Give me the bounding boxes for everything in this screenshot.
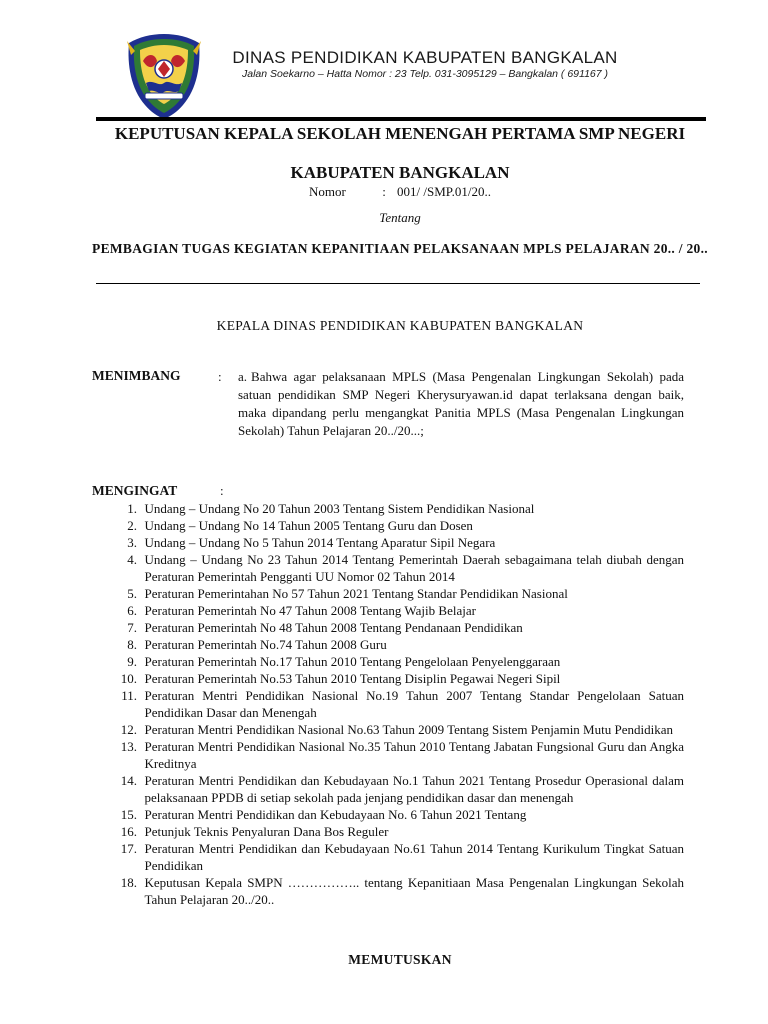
list-item-text: Peraturan Mentri Pendidikan Nasional No.63 Tahun 2009 Tentang Sistem Penjamin Mutu Pendidikan (144, 722, 673, 737)
list-item-text: Undang – Undang No 23 Tahun 2014 Tentang Pemerintah Daerah sebagaimana telah diubah dengan Peraturan Pemerintah Pengganti UU Nomor 02 Tahun 2014 (144, 552, 684, 584)
list-item-text: Undang – Undang No 5 Tahun 2014 Tentang Aparatur Sipil Negara (144, 535, 496, 550)
mengingat-colon: : (220, 483, 224, 498)
list-item-text: Peraturan Pemerintah No 48 Tahun 2008 Tentang Pendanaan Pendidikan (144, 620, 523, 635)
list-item (92, 772, 684, 806)
list-item (92, 517, 684, 534)
regency-crest-icon (121, 31, 207, 121)
list-item (92, 806, 684, 823)
list-item-text: Peraturan Mentri Pendidikan Nasional No.35 Tahun 2010 Tentang Jabatan Fungsional Guru dan Angka Kreditnya (144, 739, 684, 771)
nomor-value: 001/ /SMP.01/20.. (397, 184, 491, 199)
list-item (92, 500, 684, 517)
list-item-number: 14. (120, 773, 137, 788)
list-item (92, 602, 684, 619)
list-item-text: Undang – Undang No 14 Tahun 2005 Tentang Guru dan Dosen (144, 518, 473, 533)
list-item-number: 8. (127, 637, 137, 652)
list-item-text: Peraturan Pemerintah No.74 Tahun 2008 Guru (144, 637, 387, 652)
list-item-text: Peraturan Mentri Pendidikan dan Kebudayaan No.1 Tahun 2021 Tentang Prosedur Operasional dalam pelaksanaan PPDB di setiap sekolah pada jenjang pendidikan dasar dan menengah (144, 773, 684, 805)
list-item-number: 13. (120, 739, 137, 754)
list-item-number: 2. (127, 518, 137, 533)
list-item-number: 3. (127, 535, 137, 550)
tentang-label: Tentang (379, 210, 421, 225)
list-item-number: 10. (120, 671, 137, 686)
list-item-number: 1. (127, 501, 137, 516)
document-title: KEPUTUSAN KEPALA SEKOLAH MENENGAH PERTAMA SMP NEGERI (114, 124, 686, 143)
list-item-number: 7. (127, 620, 137, 635)
subject-heading: PEMBAGIAN TUGAS KEGIATAN KEPANITIAAN PELAKSANAAN MPLS PELAJARAN 20.. / 20.. (92, 241, 708, 256)
mengingat-list (92, 500, 684, 908)
menimbang-prefix: a. (238, 369, 248, 384)
list-item-number: 15. (120, 807, 137, 822)
list-item-number: 16. (120, 824, 137, 839)
list-item-text: Peraturan Pemerintahan No 57 Tahun 2021 Tentang Standar Pendidikan Nasional (144, 586, 568, 601)
list-item-number: 9. (127, 654, 137, 669)
agency-address: Jalan Soekarno – Hatta Nomor : 23 Telp. 031-3095129 – Bangkalan ( 691167 ) (242, 68, 608, 80)
menimbang-colon: : (218, 369, 222, 384)
list-item (92, 653, 684, 670)
menimbang-paragraph (238, 368, 684, 440)
list-item (92, 687, 684, 721)
list-item-number: 11. (121, 688, 137, 703)
list-item-number: 17. (120, 841, 137, 856)
list-item-text: Keputusan Kepala SMPN …………….. tentang Kepanitiaan Masa Pengenalan Lingkungan Sekolah Tahun Pelajaran 20../20.. (144, 875, 684, 907)
list-item (92, 534, 684, 551)
document-subtitle: KABUPATEN BANGKALAN (290, 163, 510, 182)
memutuskan-heading: MEMUTUSKAN (348, 952, 452, 967)
list-item-text: Petunjuk Teknis Penyaluran Dana Bos Reguler (144, 824, 389, 839)
list-item-number: 5. (127, 586, 137, 601)
list-item (92, 551, 684, 585)
list-item (92, 670, 684, 687)
list-item-text: Peraturan Mentri Pendidikan Nasional No.19 Tahun 2007 Tentang Standar Pengelolaan Satuan Pendidikan Dasar dan Menengah (144, 688, 684, 720)
list-item (92, 823, 684, 840)
list-item-text: Peraturan Pemerintah No.17 Tahun 2010 Tentang Pengelolaan Penyelenggaraan (144, 654, 561, 669)
list-item-number: 6. (127, 603, 137, 618)
list-item-text: Peraturan Pemerintah No.53 Tahun 2010 Tentang Disiplin Pegawai Negeri Sipil (144, 671, 561, 686)
list-item (92, 738, 684, 772)
list-item (92, 721, 684, 738)
list-item-text: Peraturan Mentri Pendidikan dan Kebudayaan No.61 Tahun 2014 Tentang Kurikulum Tingkat Satuan Pendidikan (144, 841, 684, 873)
mengingat-label: MENGINGAT (92, 483, 178, 498)
letterhead-divider (96, 117, 706, 121)
menimbang-text: Bahwa agar pelaksanaan MPLS (Masa Pengenalan Lingkungan Sekolah) pada satuan pendidikan SMP Negeri Kherysuryawan.id dapat terlaksana dengan baik, maka dipandang perlu mengangkat Panitia MPLS (Masa Pengenalan Lingkungan Sekolah) Tahun Pelajaran 20../20...; (238, 369, 684, 438)
list-item (92, 585, 684, 602)
subject-divider (96, 283, 700, 284)
nomor-label: Nomor (309, 184, 346, 199)
official-heading: KEPALA DINAS PENDIDIKAN KABUPATEN BANGKALAN (216, 318, 584, 333)
list-item (92, 874, 684, 908)
nomor-colon: : (382, 184, 386, 199)
list-item-text: Undang – Undang No 20 Tahun 2003 Tentang Sistem Pendidikan Nasional (144, 501, 535, 516)
list-item-number: 4. (127, 552, 137, 567)
list-item (92, 619, 684, 636)
document-number (90, 184, 710, 200)
list-item-number: 12. (120, 722, 137, 737)
agency-name: DINAS PENDIDIKAN KABUPATEN BANGKALAN (232, 48, 618, 67)
list-item-number: 18. (120, 875, 137, 890)
list-item-text: Peraturan Mentri Pendidikan dan Kebudayaan No. 6 Tahun 2021 Tentang (144, 807, 527, 822)
list-item (92, 840, 684, 874)
list-item-text: Peraturan Pemerintah No 47 Tahun 2008 Tentang Wajib Belajar (144, 603, 476, 618)
list-item (92, 636, 684, 653)
menimbang-label: MENIMBANG (92, 368, 181, 383)
